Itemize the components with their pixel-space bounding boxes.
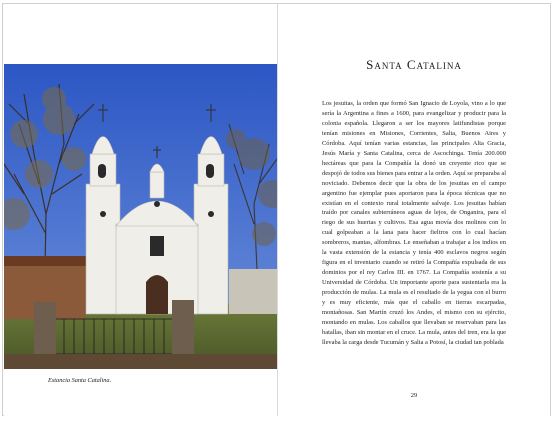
right-page: [278, 4, 550, 416]
left-page: [4, 4, 278, 416]
photo-caption: Estancia Santa Catalina.: [48, 377, 112, 384]
church-photo-illustration: [4, 64, 277, 369]
church-photo: [4, 64, 277, 369]
page-number: 29: [410, 392, 418, 399]
chapter-title: Santa Catalina: [366, 57, 462, 72]
body-paragraph: Los jesuitas, la orden que formó San Ignacio de Loyola, vino a lo que sería la Argentina a fines a 1600, para evangelizar y producir para la colonia española. Llegaron a ser los mayores latifundistas porque tenían misiones en Misiones, Corrientes, Salta, Buenos Aires y Córdoba. Aquí tenían varias estancias, las principales Alta Gracia, Jesús María y Santa Catalina, cerca de Ascochinga. Tenía 200.000 hectáreas que para la Compañía la donó un creyente rico que se despojó de todos sus bienes para entrar a la orden. Aquí se preparaba al noviciado. Debemos decir que la obra de los jesuitas en el campo argentino fue ejemplar pues aportaron para la época técnicas que no existían en el contexto rural totalmente salvaje. Los jesuitas habían traído por canales subterráneos aguas de lejos, de Onganira, para el riego de sus huertas y cultivos. Esa agua movía dos molinos con lo cual golpeaban a la lana para hacer fieltros con lo cual hacían sombreros, mantas, alfombras. Le enseñaban a trabajar a los indios en la vasta extensión de la estancia y tenía 400 esclavos negros según figura en el inventario cuando se retiró la Compañía expulsada de sus dominios por el rey Carlos III. en 1767. La Compañía sostenía a su Universidad de Córdoba. Un importante aporte para sustentarla era la producción de mulas. La mula es el resultado de la yegua con el burro y es muy eficiente, más que el caballo en tierras escarpadas, montañosas. San Martín cruzó los Andes, el mismo con su ejército, montando en mulas. Los caballos que llevaban se reservaban para las batallas, iban sin montar en el cruce. La mula, antes del tren, era la que llevaba la carga desde Tucumán y Salta a Potosí, la ciudad tan poblada: [322, 100, 506, 346]
